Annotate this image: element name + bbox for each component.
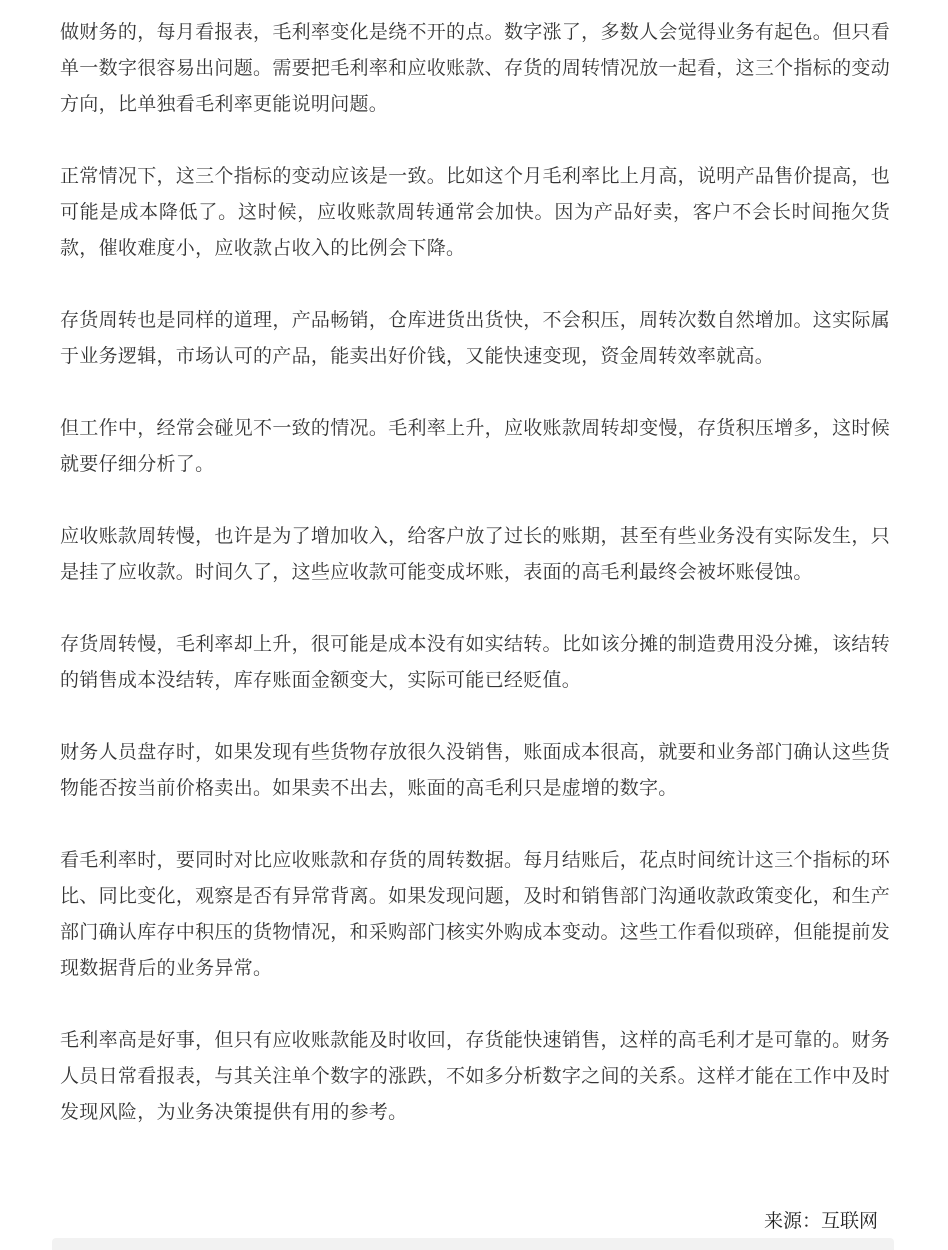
paragraph-5: 应收账款周转慢，也许是为了增加收入，给客户放了过长的账期，甚至有些业务没有实际发生，只是挂了应收款。时间久了，这些应收款可能变成坏账，表面的高毛利最终会被坏账侵蚀。 [60,525,890,583]
source-attribution: 来源：互联网 [763,1210,878,1232]
paragraph-8: 看毛利率时，要同时对比应收账款和存货的周转数据。每月结账后，花点时间统计这三个指标的环比、同比变化，观察是否有异常背离。如果发现问题，及时和销售部门沟通收款政策变化，和生产部门确认库存中积压的货物情况，和采购部门核实外购成本变动。这些工作看似琐碎，但能提前发现数据背后的业务异常。 [60,849,890,979]
paragraph-4: 但工作中，经常会碰见不一致的情况。毛利率上升，应收账款周转却变慢，存货积压增多，这时候就要仔细分析了。 [60,417,890,475]
paragraph-2: 正常情况下，这三个指标的变动应该是一致。比如这个月毛利率比上月高，说明产品售价提高，也可能是成本降低了。这时候，应收账款周转通常会加快。因为产品好卖，客户不会长时间拖欠货款，催收难度小，应收款占收入的比例会下降。 [60,165,890,259]
paragraph-1: 做财务的，每月看报表，毛利率变化是绕不开的点。数字涨了，多数人会觉得业务有起色。但只看单一数字很容易出问题。需要把毛利率和应收账款、存货的周转情况放一起看，这三个指标的变动方向，比单独看毛利率更能说明问题。 [60,21,890,115]
bottom-divider [52,1238,894,1250]
article-body [60,14,890,1166]
paragraph-3: 存货周转也是同样的道理，产品畅销，仓库进货出货快，不会积压，周转次数自然增加。这实际属于业务逻辑，市场认可的产品，能卖出好价钱，又能快速变现，资金周转效率就高。 [60,309,890,367]
paragraph-9: 毛利率高是好事，但只有应收账款能及时收回，存货能快速销售，这样的高毛利才是可靠的。财务人员日常看报表，与其关注单个数字的涨跌，不如多分析数字之间的关系。这样才能在工作中及时发现风险，为业务决策提供有用的参考。 [60,1029,890,1123]
paragraph-7: 财务人员盘存时，如果发现有些货物存放很久没销售，账面成本很高，就要和业务部门确认这些货物能否按当前价格卖出。如果卖不出去，账面的高毛利只是虚增的数字。 [60,741,890,799]
paragraph-6: 存货周转慢，毛利率却上升，很可能是成本没有如实结转。比如该分摊的制造费用没分摊，该结转的销售成本没结转，库存账面金额变大，实际可能已经贬值。 [60,633,890,691]
